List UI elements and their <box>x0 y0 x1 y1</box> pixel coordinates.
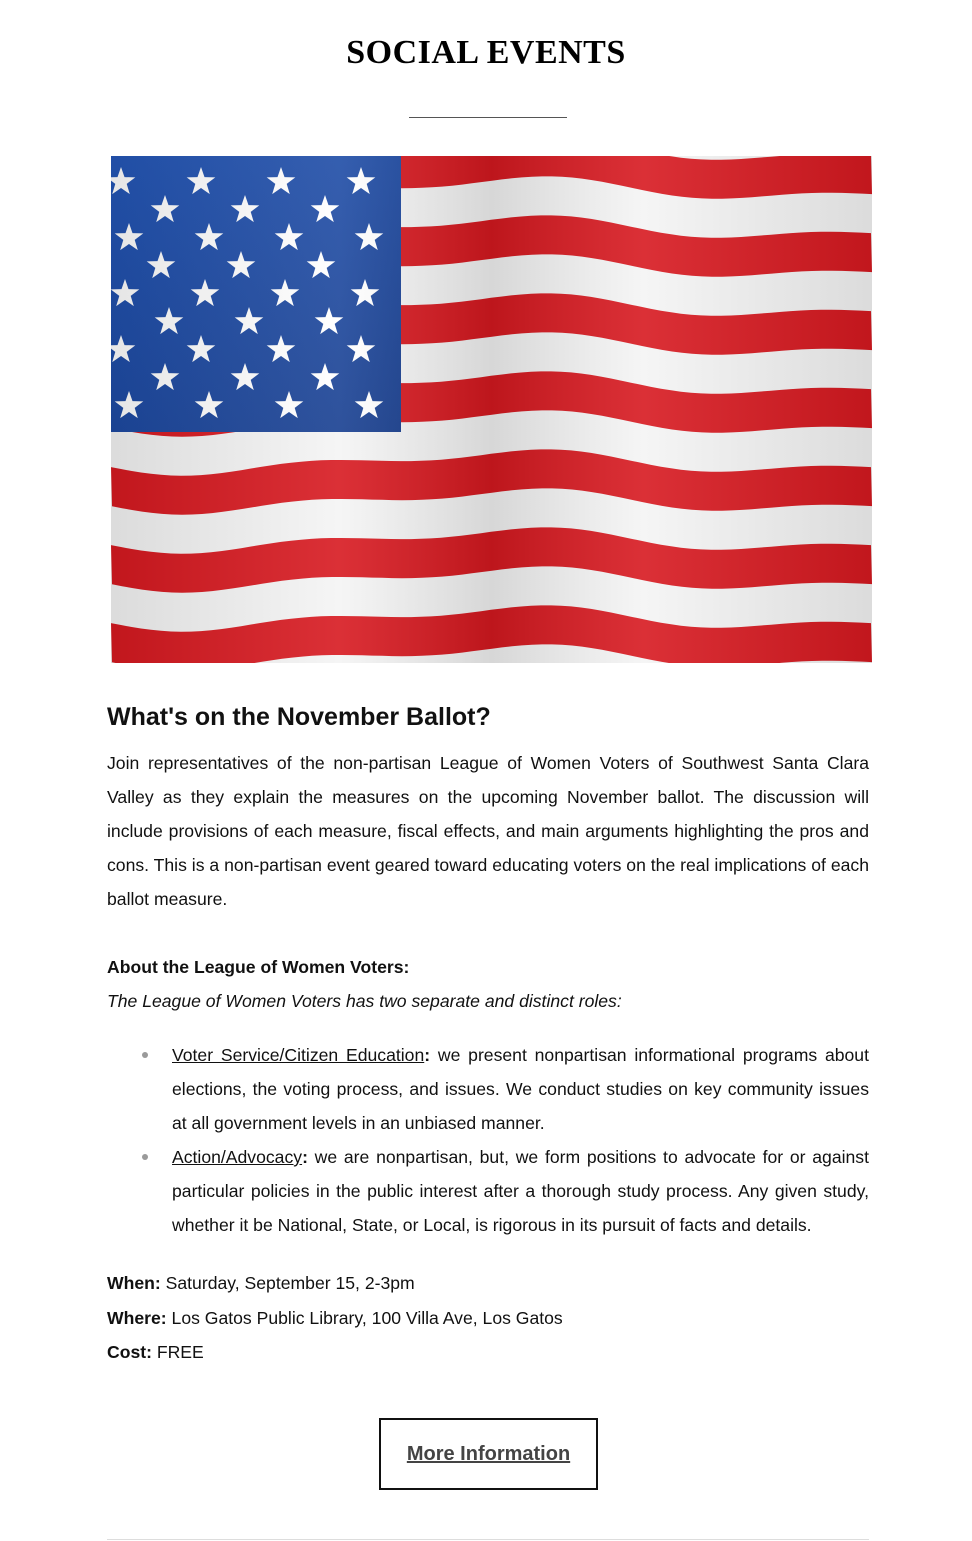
event-description: Join representatives of the non-partisan League of Women Voters of Southwest Santa Clara Valley as they explain the measures on the upcoming November ballot. The discussion will include provisions of each measure, fiscal effects, and main arguments highlighting the pros and cons. This is a non-partisan event geared toward educating voters on the real implications of each ballot measure. <box>107 753 869 909</box>
title-divider <box>409 117 567 118</box>
bullet-icon <box>142 1154 148 1160</box>
cost-value: FREE <box>151 1342 204 1362</box>
roles-list <box>107 1038 869 1242</box>
event-title: What's on the November Ballot? <box>107 703 491 731</box>
role-description: we present nonpartisan informational programs about elections, the voting process, and issues. We conduct studies on key community issues at all government levels in an unbiased manner. <box>172 1045 869 1133</box>
list-item <box>172 1038 869 1140</box>
more-information-button[interactable]: More Information <box>379 1418 598 1490</box>
when-label: When: <box>107 1273 161 1293</box>
detail-cost <box>107 1335 869 1370</box>
role-colon: : <box>424 1045 431 1065</box>
about-heading: About the League of Women Voters: <box>107 957 410 977</box>
where-label: Where: <box>107 1307 167 1328</box>
role-colon: : <box>302 1147 308 1167</box>
list-item <box>172 1140 869 1242</box>
role-name-voter-service: Voter Service/Citizen Education <box>172 1045 425 1065</box>
flag-shading <box>111 156 872 663</box>
american-flag-image <box>111 156 872 663</box>
about-intro: The League of Women Voters has two separate and distinct roles: <box>107 991 622 1011</box>
cost-label: Cost: <box>107 1342 152 1362</box>
role-description: we are nonpartisan, but, we form positions to advocate for or against particular policies in the public interest after a thorough study process. Any given study, whether it be National, State, or Local, is rigorous in its pursuit of facts and details. <box>172 1147 869 1235</box>
event-content <box>107 700 869 1370</box>
detail-when <box>107 1266 869 1301</box>
detail-where <box>107 1301 869 1336</box>
when-value: Saturday, September 15, 2-3pm <box>160 1273 415 1293</box>
bullet-icon <box>142 1052 148 1058</box>
where-value: Los Gatos Public Library, 100 Villa Ave, Los Gatos <box>166 1307 563 1328</box>
role-name-action-advocacy: Action/Advocacy <box>172 1147 303 1167</box>
event-details <box>107 1266 869 1370</box>
section-title: SOCIAL EVENTS <box>346 34 626 71</box>
bottom-divider <box>107 1539 869 1540</box>
